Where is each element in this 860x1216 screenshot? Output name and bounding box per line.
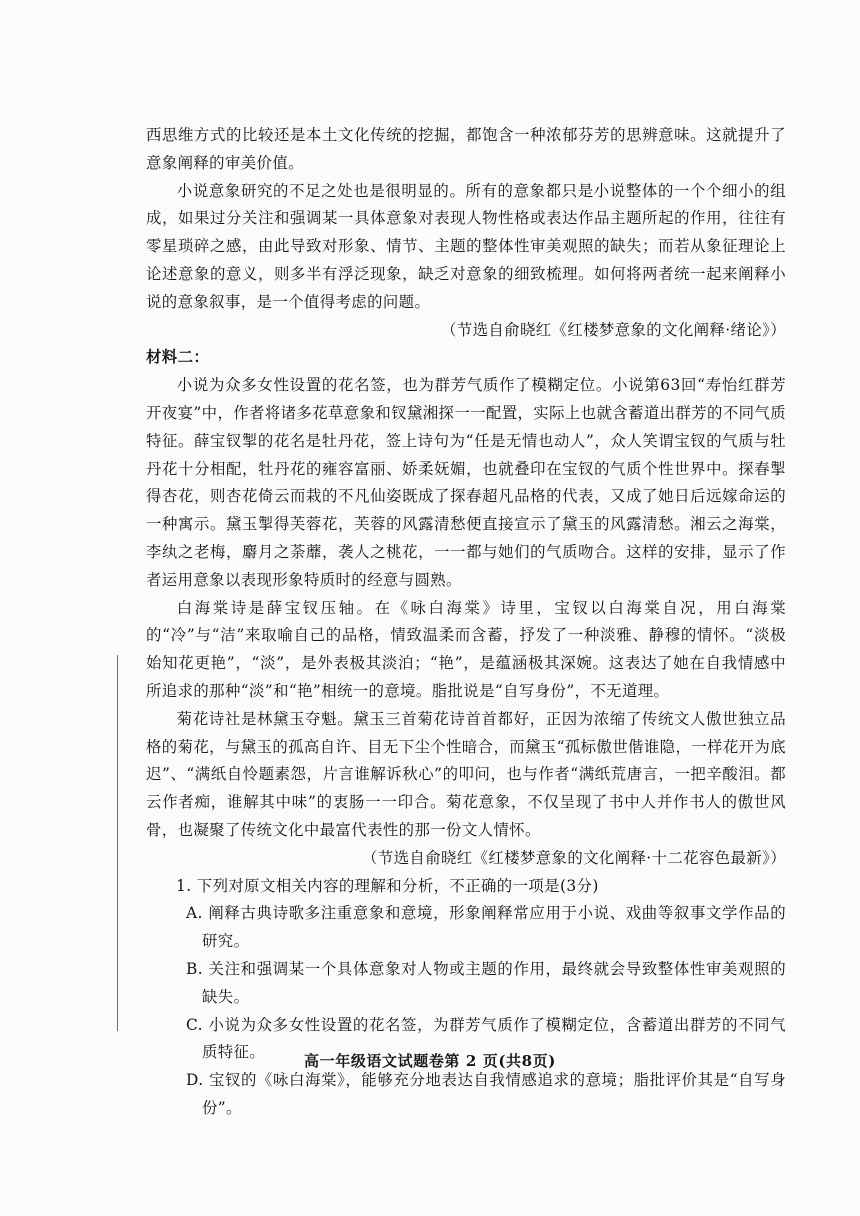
option-a: A. 阐释古典诗歌多注重意象和意境，形象阐释常应用于小说、戏曲等叙事文学作品的研究。 bbox=[186, 904, 786, 951]
source-citation: （节选自俞晓红《红楼梦意象的文化阐释·十二花容色最新》） bbox=[362, 848, 786, 867]
page-footer: 高一年级语文试题卷第 2 页(共8页) bbox=[304, 1052, 556, 1070]
paragraph: 西思维方式的比较还是本土文化传统的挖掘，都饱含一种浓郁芬芳的思辨意味。这就提升了意象阐释的审美价值。 bbox=[146, 126, 786, 172]
option-d: D. 宝钗的《咏白海棠》，能够充分地表达自我情感追求的意境；脂批评价其是“自写身份”。 bbox=[186, 1071, 786, 1117]
source-citation: （节选自俞晓红《红楼梦意象的文化阐释·绪论》） bbox=[441, 320, 786, 339]
paragraph: 菊花诗社是林黛玉夺魁。黛玉三首菊花诗首首都好，正因为浓缩了传统文人傲世独立品格的菊花，与黛玉的孤高自许、目无下尘个性暗合，而黛玉“孤标傲世偕谁隐，一样花开为底迟”、“满纸自怜题素怨，片言谁解诉秋心”的叩问，也与作者“满纸荒唐言，一把辛酸泪。都云作者痴，谁解其中味”的衷肠一一印合。菊花意象，不仅呈现了书中人并作书人的傲世风骨，也凝聚了传统文化中最富代表性的那一份文人情怀。 bbox=[146, 709, 786, 839]
question-stem: 1. 下列对原文相关内容的理解和分析，不正确的一项是(3分) bbox=[176, 876, 599, 895]
margin-line bbox=[117, 655, 118, 1031]
paragraph: 白海棠诗是薛宝钗压轴。在《咏白海棠》诗里，宝钗以白海棠自况，用白海棠的“冷”与“洁”来取喻自己的品格，情致温柔而含蓄，抒发了一种淡雅、静穆的情怀。“淡极始知花更艳”，“淡”，是外表极其淡泊；“艳”，是蕴涵极其深婉。这表达了她在自我情感中所追求的那种“淡”和“艳”相统一的意境。脂批说是“自写身份”，不无道理。 bbox=[146, 598, 786, 700]
page-content bbox=[146, 122, 786, 1123]
option-c: C. 小说为众多女性设置的花名签，为群芳气质作了模糊定位，含蓄道出群芳的不同气质特征。 bbox=[186, 1015, 786, 1062]
material-heading: 材料二： bbox=[146, 348, 210, 367]
paragraph: 小说为众多女性设置的花名签，也为群芳气质作了模糊定位。小说第63回“寿怡红群芳开夜宴”中，作者将诸多花草意象和钗黛湘探一一配置，实际上也就含蓄道出群芳的不同气质特征。薛宝钗掣的花名是牡丹花，签上诗句为“任是无情也动人”，众人笑谓宝钗的气质与牡丹花十分相配，牡丹花的雍容富丽、娇柔妩媚，也就叠印在宝钗的气质个性世界中。探春掣得杏花，则杏花倚云而栽的不凡仙姿既成了探春超凡品格的代表，又成了她日后远嫁命运的一种寓示。黛玉掣得芙蓉花，芙蓉的风露清愁便直接宣示了黛玉的风露清愁。湘云之海棠，李纨之老梅，麝月之荼蘼，袭人之桃花，一一都与她们的气质吻合。这样的安排，显示了作者运用意象以表现形象特质时的经意与圆熟。 bbox=[146, 376, 786, 589]
option-b: B. 关注和强调某一个具体意象对人物或主题的作用，最终就会导致整体性审美观照的缺失。 bbox=[186, 959, 786, 1006]
paragraph: 小说意象研究的不足之处也是很明显的。所有的意象都只是小说整体的一个个细小的组成，如果过分关注和强调某一具体意象对表现人物性格或表达作品主题所起的作用，往往有零星琐碎之感，由此导致对形象、情节、主题的整体性审美观照的缺失；而若从象征理论上论述意象的意义，则多半有浮泛现象，缺乏对意象的细致梳理。如何将两者统一起来阐释小说的意象叙事，是一个值得考虑的问题。 bbox=[146, 181, 786, 311]
